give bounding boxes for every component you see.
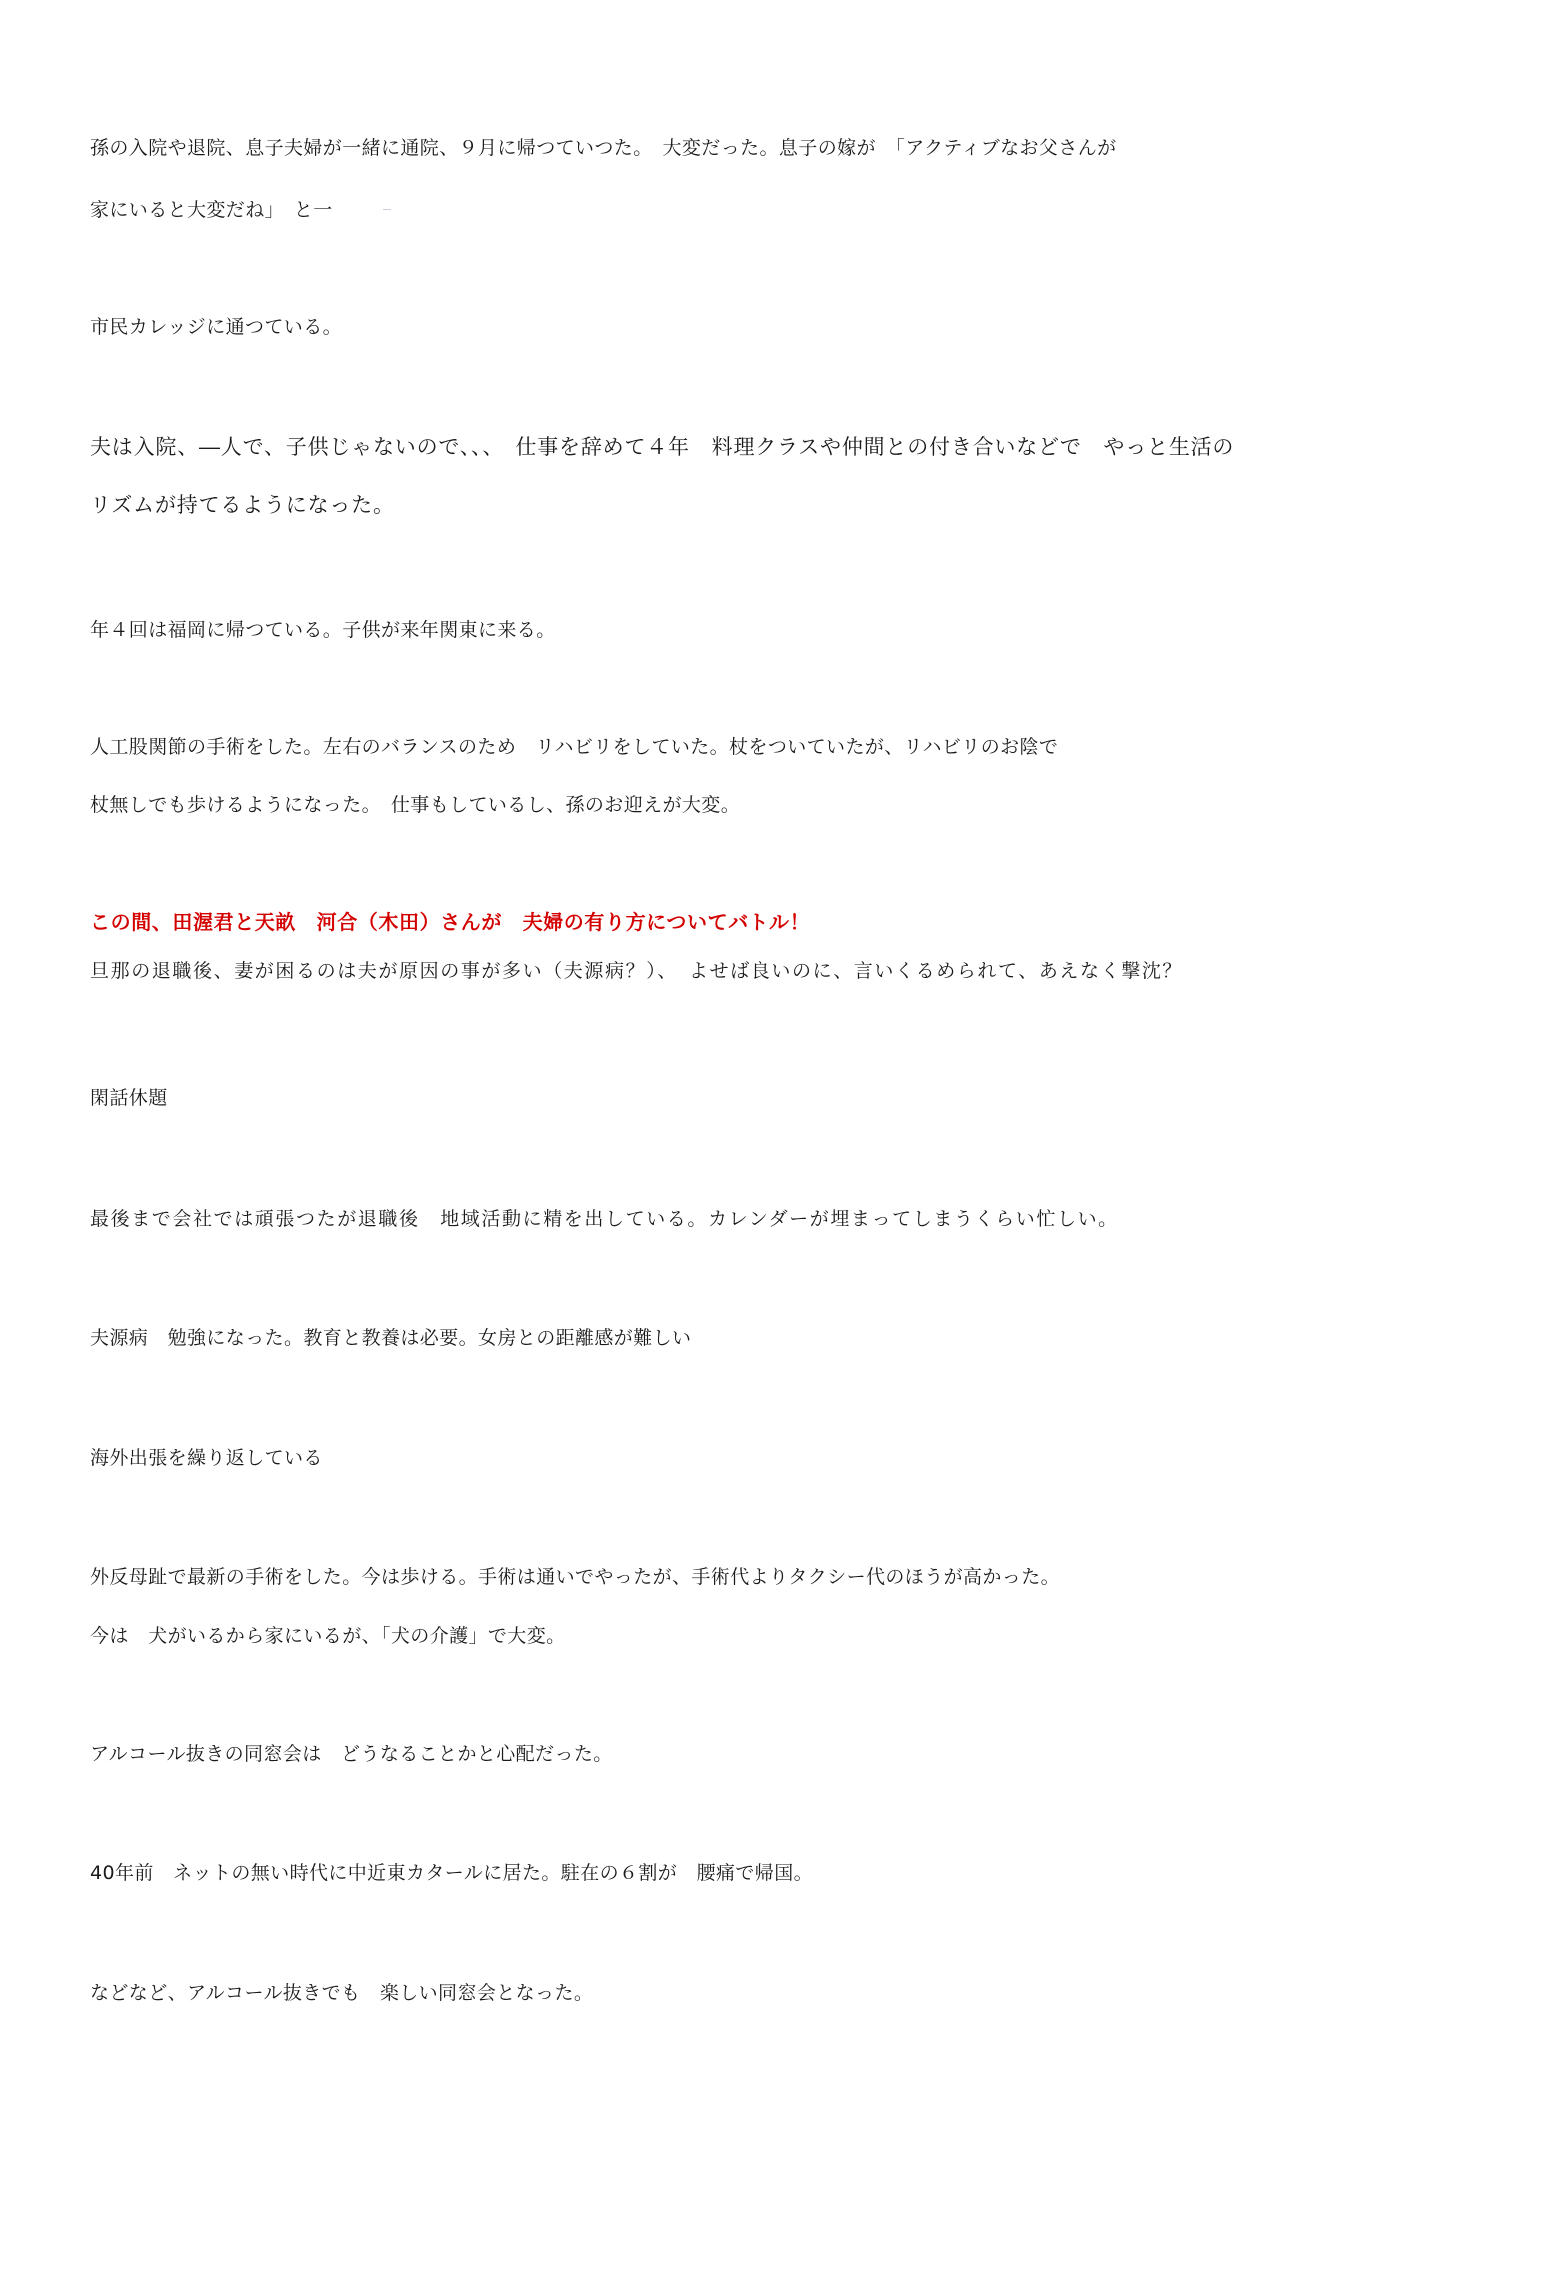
text-line: 杖無しでも歩けるようになった。 仕事もしているし、孫のお迎えが大変。 <box>90 794 741 816</box>
text-line: 年４回は福岡に帰つている。子供が来年関東に来る。 <box>90 619 556 641</box>
text-line: 閑話休題 <box>90 1087 168 1109</box>
text-line: 旦那の退職後、妻が困るのは夫が原因の事が多い（夫源病？）、 よせば良いのに、言いくるめられて、あえなく撃沈？ <box>90 960 1184 982</box>
text-line: 40年前 ネットの無い時代に中近東カタールに居た。駐在の６割が 腰痛で帰国。 <box>90 1862 813 1884</box>
text-line: 海外出張を繰り返している <box>90 1447 323 1469</box>
text-line: 夫源病 勉強になった。教育と教養は必要。女房との距離感が難しい <box>90 1327 692 1349</box>
text-line: 最後まで会社では頑張つたが退職後 地域活動に精を出している。カレンダーが埋まってしまうくらい忙しい。 <box>90 1208 1119 1230</box>
text-line: 人工股関節の手術をした。左右のバランスのため リハビリをしていた。杖をついていたが、リハビリのお陰で <box>90 736 1059 758</box>
text-line: 孫の入院や退院、息子夫婦が一緒に通院、９月に帰つていつた。 大変だった。息子の嫁が 「アクティブなお父さんが <box>90 137 1117 159</box>
text-line: 家にいると大変だね」 と一 <box>90 199 333 221</box>
text-line: アルコール抜きの同窓会は どうなることかと心配だった。 <box>90 1743 613 1765</box>
faint-mark <box>383 209 391 210</box>
text-line: 市民カレッジに通つている。 <box>90 316 343 338</box>
text-line: リズムが持てるようになった。 <box>90 493 395 517</box>
text-line: 夫は入院、―人で、子供じゃないので、、、 仕事を辞めて４年 料理クラスや仲間との付き合いなどで やっと生活の <box>90 435 1235 459</box>
text-line: 今は 犬がいるから家にいるが、「犬の介護」で大変。 <box>90 1625 566 1647</box>
text-line: などなど、アルコール抜きでも 楽しい同窓会となった。 <box>90 1982 594 2004</box>
text-line: 外反母趾で最新の手術をした。今は歩ける。手術は通いでやったが、手術代よりタクシー代のほうが高かった。 <box>90 1566 1061 1588</box>
highlight-heading: この間、田渥君と天畝 河合（木田）さんが 夫婦の有り方についてバトル！ <box>90 910 811 934</box>
